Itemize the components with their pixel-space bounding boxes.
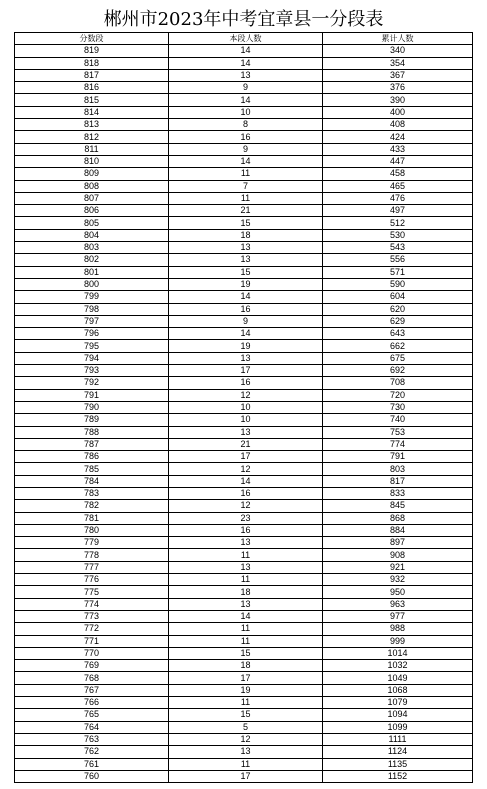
- page-title: 郴州市2023年中考宜章县一分段表: [103, 9, 384, 30]
- cumulative-cell: 753: [323, 426, 473, 438]
- score-cell: 778: [15, 549, 169, 561]
- table-row: [15, 709, 473, 721]
- table-row: [15, 414, 473, 426]
- cumulative-cell: 620: [323, 303, 473, 315]
- score-cell: 761: [15, 758, 169, 770]
- score-cell: 811: [15, 143, 169, 155]
- cumulative-cell: 774: [323, 438, 473, 450]
- table-row: [15, 57, 473, 69]
- count-cell: 17: [169, 365, 323, 377]
- count-cell: 7: [169, 180, 323, 192]
- cumulative-cell: 1111: [323, 733, 473, 745]
- score-cell: 796: [15, 328, 169, 340]
- count-cell: 13: [169, 561, 323, 573]
- score-cell: 789: [15, 414, 169, 426]
- table-row: [15, 746, 473, 758]
- count-cell: 11: [169, 623, 323, 635]
- table-row: [15, 610, 473, 622]
- score-cell: 812: [15, 131, 169, 143]
- count-cell: 19: [169, 278, 323, 290]
- score-cell: 791: [15, 389, 169, 401]
- score-cell: 768: [15, 672, 169, 684]
- score-cell: 770: [15, 647, 169, 659]
- table-row: [15, 192, 473, 204]
- cumulative-cell: 408: [323, 119, 473, 131]
- cumulative-cell: 908: [323, 549, 473, 561]
- table-row: [15, 303, 473, 315]
- score-cell: 815: [15, 94, 169, 106]
- score-cell: 808: [15, 180, 169, 192]
- score-cell: 802: [15, 254, 169, 266]
- table-row: [15, 697, 473, 709]
- score-cell: 771: [15, 635, 169, 647]
- score-cell: 803: [15, 242, 169, 254]
- cumulative-cell: 950: [323, 586, 473, 598]
- score-cell: 785: [15, 463, 169, 475]
- cumulative-cell: 1135: [323, 758, 473, 770]
- table-row: [15, 377, 473, 389]
- cumulative-cell: 692: [323, 365, 473, 377]
- score-cell: 782: [15, 500, 169, 512]
- count-cell: 9: [169, 315, 323, 327]
- cumulative-cell: 740: [323, 414, 473, 426]
- cumulative-cell: 884: [323, 524, 473, 536]
- table-row: [15, 229, 473, 241]
- score-cell: 788: [15, 426, 169, 438]
- cumulative-cell: 791: [323, 451, 473, 463]
- cumulative-cell: 497: [323, 205, 473, 217]
- table-row: [15, 69, 473, 81]
- table-row: [15, 561, 473, 573]
- table-row: [15, 131, 473, 143]
- cumulative-cell: 803: [323, 463, 473, 475]
- score-cell: 772: [15, 623, 169, 635]
- table-row: [15, 598, 473, 610]
- count-cell: 12: [169, 733, 323, 745]
- count-cell: 11: [169, 697, 323, 709]
- count-cell: 14: [169, 94, 323, 106]
- table-row: [15, 438, 473, 450]
- table-row: [15, 512, 473, 524]
- count-cell: 11: [169, 549, 323, 561]
- count-cell: 18: [169, 229, 323, 241]
- table-row: [15, 684, 473, 696]
- cumulative-cell: 817: [323, 475, 473, 487]
- score-cell: 794: [15, 352, 169, 364]
- cumulative-cell: 530: [323, 229, 473, 241]
- cumulative-cell: 447: [323, 155, 473, 167]
- cumulative-cell: 921: [323, 561, 473, 573]
- table-row: [15, 143, 473, 155]
- cumulative-cell: 476: [323, 192, 473, 204]
- cumulative-cell: 543: [323, 242, 473, 254]
- score-cell: 807: [15, 192, 169, 204]
- cumulative-cell: 629: [323, 315, 473, 327]
- count-cell: 9: [169, 143, 323, 155]
- table-row: [15, 524, 473, 536]
- cumulative-cell: 1032: [323, 660, 473, 672]
- table-row: [15, 94, 473, 106]
- cumulative-cell: 999: [323, 635, 473, 647]
- cumulative-cell: 1152: [323, 770, 473, 782]
- table-body: [15, 45, 473, 783]
- score-cell: 814: [15, 106, 169, 118]
- count-cell: 10: [169, 106, 323, 118]
- count-cell: 16: [169, 303, 323, 315]
- score-cell: 793: [15, 365, 169, 377]
- count-cell: 12: [169, 463, 323, 475]
- table-row: [15, 82, 473, 94]
- cumulative-cell: 845: [323, 500, 473, 512]
- table-row: [15, 672, 473, 684]
- table-row: [15, 205, 473, 217]
- count-cell: 11: [169, 758, 323, 770]
- count-cell: 14: [169, 155, 323, 167]
- score-cell: 783: [15, 487, 169, 499]
- table-row: [15, 635, 473, 647]
- table-header-row: [15, 33, 473, 45]
- count-cell: 18: [169, 660, 323, 672]
- score-cell: 816: [15, 82, 169, 94]
- cumulative-cell: 708: [323, 377, 473, 389]
- count-cell: 23: [169, 512, 323, 524]
- score-cell: 809: [15, 168, 169, 180]
- cumulative-cell: 376: [323, 82, 473, 94]
- cumulative-cell: 367: [323, 69, 473, 81]
- table-row: [15, 340, 473, 352]
- count-cell: 16: [169, 487, 323, 499]
- score-cell: 781: [15, 512, 169, 524]
- cumulative-cell: 390: [323, 94, 473, 106]
- count-cell: 16: [169, 131, 323, 143]
- count-cell: 13: [169, 426, 323, 438]
- table-row: [15, 389, 473, 401]
- score-cell: 806: [15, 205, 169, 217]
- cumulative-cell: 433: [323, 143, 473, 155]
- count-cell: 15: [169, 217, 323, 229]
- table-row: [15, 365, 473, 377]
- table-row: [15, 426, 473, 438]
- cumulative-cell: 1079: [323, 697, 473, 709]
- cumulative-cell: 1014: [323, 647, 473, 659]
- count-cell: 17: [169, 672, 323, 684]
- score-cell: 766: [15, 697, 169, 709]
- cumulative-cell: 897: [323, 537, 473, 549]
- count-cell: 21: [169, 205, 323, 217]
- table-row: [15, 217, 473, 229]
- cumulative-cell: 604: [323, 291, 473, 303]
- header-score: 分数段: [15, 33, 169, 45]
- count-cell: 11: [169, 574, 323, 586]
- cumulative-cell: 675: [323, 352, 473, 364]
- score-cell: 804: [15, 229, 169, 241]
- count-cell: 5: [169, 721, 323, 733]
- cumulative-cell: 458: [323, 168, 473, 180]
- count-cell: 13: [169, 598, 323, 610]
- count-cell: 11: [169, 192, 323, 204]
- score-cell: 797: [15, 315, 169, 327]
- count-cell: 10: [169, 401, 323, 413]
- cumulative-cell: 977: [323, 610, 473, 622]
- count-cell: 11: [169, 168, 323, 180]
- score-cell: 763: [15, 733, 169, 745]
- score-cell: 805: [15, 217, 169, 229]
- cumulative-cell: 988: [323, 623, 473, 635]
- table-row: [15, 463, 473, 475]
- cumulative-cell: 590: [323, 278, 473, 290]
- table-row: [15, 242, 473, 254]
- score-cell: 780: [15, 524, 169, 536]
- score-cell: 769: [15, 660, 169, 672]
- cumulative-cell: 424: [323, 131, 473, 143]
- table-row: [15, 623, 473, 635]
- table-row: [15, 155, 473, 167]
- count-cell: 14: [169, 475, 323, 487]
- count-cell: 15: [169, 709, 323, 721]
- score-cell: 776: [15, 574, 169, 586]
- count-cell: 13: [169, 254, 323, 266]
- count-cell: 12: [169, 389, 323, 401]
- score-cell: 795: [15, 340, 169, 352]
- score-cell: 817: [15, 69, 169, 81]
- count-cell: 14: [169, 328, 323, 340]
- count-cell: 8: [169, 119, 323, 131]
- table-row: [15, 352, 473, 364]
- score-cell: 819: [15, 45, 169, 57]
- count-cell: 17: [169, 451, 323, 463]
- score-cell: 787: [15, 438, 169, 450]
- cumulative-cell: 932: [323, 574, 473, 586]
- score-cell: 813: [15, 119, 169, 131]
- count-cell: 19: [169, 340, 323, 352]
- score-cell: 774: [15, 598, 169, 610]
- count-cell: 18: [169, 586, 323, 598]
- count-cell: 13: [169, 746, 323, 758]
- count-cell: 17: [169, 770, 323, 782]
- cumulative-cell: 720: [323, 389, 473, 401]
- count-cell: 11: [169, 635, 323, 647]
- score-cell: 784: [15, 475, 169, 487]
- table-row: [15, 500, 473, 512]
- table-row: [15, 328, 473, 340]
- cumulative-cell: 354: [323, 57, 473, 69]
- score-cell: 773: [15, 610, 169, 622]
- cumulative-cell: 1099: [323, 721, 473, 733]
- table-row: [15, 451, 473, 463]
- cumulative-cell: 662: [323, 340, 473, 352]
- table-row: [15, 475, 473, 487]
- score-cell: 792: [15, 377, 169, 389]
- table-row: [15, 647, 473, 659]
- table-row: [15, 119, 473, 131]
- cumulative-cell: 465: [323, 180, 473, 192]
- count-cell: 14: [169, 57, 323, 69]
- table-row: [15, 254, 473, 266]
- table-row: [15, 266, 473, 278]
- score-cell: 798: [15, 303, 169, 315]
- count-cell: 14: [169, 610, 323, 622]
- score-cell: 779: [15, 537, 169, 549]
- table-row: [15, 106, 473, 118]
- cumulative-cell: 1049: [323, 672, 473, 684]
- score-table: [14, 32, 473, 783]
- cumulative-cell: 833: [323, 487, 473, 499]
- count-cell: 13: [169, 69, 323, 81]
- cumulative-cell: 1068: [323, 684, 473, 696]
- table-row: [15, 315, 473, 327]
- cumulative-cell: 868: [323, 512, 473, 524]
- count-cell: 13: [169, 352, 323, 364]
- score-cell: 800: [15, 278, 169, 290]
- score-cell: 790: [15, 401, 169, 413]
- table-row: [15, 549, 473, 561]
- count-cell: 15: [169, 647, 323, 659]
- cumulative-cell: 556: [323, 254, 473, 266]
- table-row: [15, 733, 473, 745]
- score-cell: 810: [15, 155, 169, 167]
- table-row: [15, 278, 473, 290]
- cumulative-cell: 400: [323, 106, 473, 118]
- table-row: [15, 401, 473, 413]
- count-cell: 9: [169, 82, 323, 94]
- table-row: [15, 291, 473, 303]
- count-cell: 13: [169, 242, 323, 254]
- count-cell: 16: [169, 377, 323, 389]
- count-cell: 21: [169, 438, 323, 450]
- score-cell: 801: [15, 266, 169, 278]
- count-cell: 12: [169, 500, 323, 512]
- cumulative-cell: 1094: [323, 709, 473, 721]
- cumulative-cell: 963: [323, 598, 473, 610]
- header-count: 本段人数: [169, 33, 323, 45]
- count-cell: 19: [169, 684, 323, 696]
- score-cell: 760: [15, 770, 169, 782]
- table-row: [15, 168, 473, 180]
- cumulative-cell: 643: [323, 328, 473, 340]
- cumulative-cell: 571: [323, 266, 473, 278]
- score-cell: 762: [15, 746, 169, 758]
- table-row: [15, 45, 473, 57]
- cumulative-cell: 730: [323, 401, 473, 413]
- table-row: [15, 180, 473, 192]
- table-row: [15, 758, 473, 770]
- table-row: [15, 574, 473, 586]
- score-cell: 786: [15, 451, 169, 463]
- score-cell: 764: [15, 721, 169, 733]
- count-cell: 13: [169, 537, 323, 549]
- table-row: [15, 487, 473, 499]
- count-cell: 10: [169, 414, 323, 426]
- table-row: [15, 770, 473, 782]
- cumulative-cell: 340: [323, 45, 473, 57]
- count-cell: 14: [169, 45, 323, 57]
- score-cell: 765: [15, 709, 169, 721]
- table-row: [15, 660, 473, 672]
- header-cumulative: 累计人数: [323, 33, 473, 45]
- cumulative-cell: 512: [323, 217, 473, 229]
- count-cell: 15: [169, 266, 323, 278]
- score-cell: 777: [15, 561, 169, 573]
- score-cell: 818: [15, 57, 169, 69]
- score-cell: 775: [15, 586, 169, 598]
- cumulative-cell: 1124: [323, 746, 473, 758]
- table-row: [15, 721, 473, 733]
- score-cell: 799: [15, 291, 169, 303]
- table-row: [15, 586, 473, 598]
- count-cell: 16: [169, 524, 323, 536]
- table-row: [15, 537, 473, 549]
- score-cell: 767: [15, 684, 169, 696]
- count-cell: 14: [169, 291, 323, 303]
